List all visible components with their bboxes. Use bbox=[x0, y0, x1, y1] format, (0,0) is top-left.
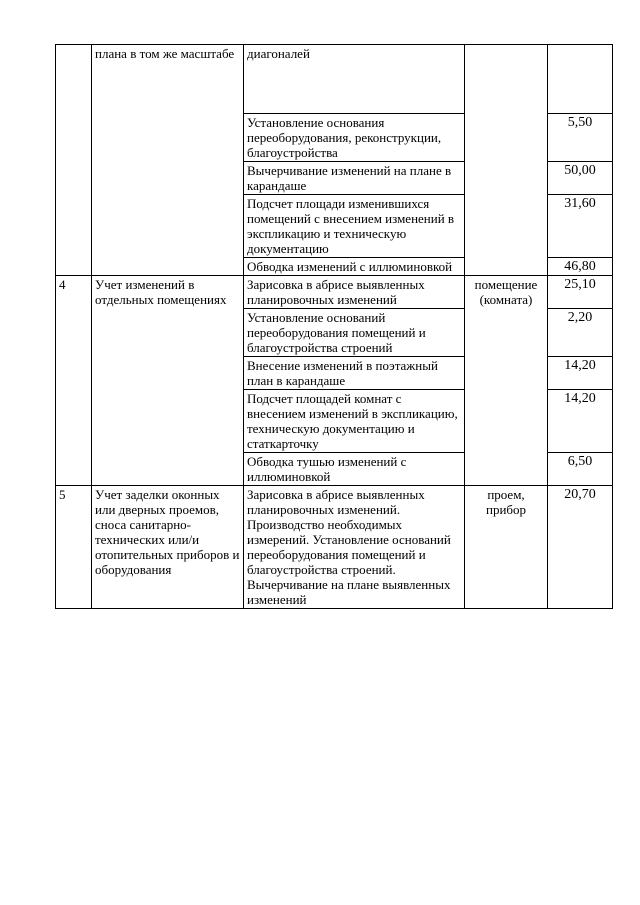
work-step-cell: Внесение изменений в поэтажный план в карандаше bbox=[244, 357, 465, 390]
table-row bbox=[56, 276, 613, 309]
unit-cell bbox=[465, 45, 548, 276]
norm-value-cell: 2,20 bbox=[548, 309, 613, 357]
work-name-cell: Учет заделки оконных или дверных проемов, сноса санитарно-технических или/и отопительных приборов и оборудования bbox=[92, 486, 244, 609]
work-step-cell: Обводка изменений с иллюминовкой bbox=[244, 258, 465, 276]
work-step-cell: Подсчет площадей комнат с внесением изменений в экспликацию, техническую документацию и статкарточку bbox=[244, 390, 465, 453]
norm-value-cell: 46,80 bbox=[548, 258, 613, 276]
work-step-cell: Установление основания переоборудования, реконструкции, благоустройства bbox=[244, 114, 465, 162]
table-row bbox=[56, 45, 613, 114]
norm-value-cell: 14,20 bbox=[548, 357, 613, 390]
norm-value-cell: 31,60 bbox=[548, 195, 613, 258]
row-number-cell bbox=[56, 45, 92, 276]
norm-value-cell: 20,70 bbox=[548, 486, 613, 609]
norm-value-cell: 6,50 bbox=[548, 453, 613, 486]
unit-cell: проем, прибор bbox=[465, 486, 548, 609]
table-row bbox=[56, 486, 613, 609]
work-step-cell: Зарисовка в абрисе выявленных планировочных изменений bbox=[244, 276, 465, 309]
unit-cell: помещение (комната) bbox=[465, 276, 548, 486]
work-step-cell: Вычерчивание изменений на плане в карандаше bbox=[244, 162, 465, 195]
row-number-cell: 5 bbox=[56, 486, 92, 609]
work-step-cell: Установление оснований переоборудования помещений и благоустройства строений bbox=[244, 309, 465, 357]
norm-value-cell: 25,10 bbox=[548, 276, 613, 309]
work-step-cell: Зарисовка в абрисе выявленных планировочных изменений. Производство необходимых измерений. Установление оснований переоборудования помещений и благоустройства строений. Вычерчивание на плане выявленных изменений bbox=[244, 486, 465, 609]
work-name-cell: Учет изменений в отдельных помещениях bbox=[92, 276, 244, 486]
norm-value-cell: 5,50 bbox=[548, 114, 613, 162]
norm-value-cell: 14,20 bbox=[548, 390, 613, 453]
row-number-cell: 4 bbox=[56, 276, 92, 486]
norms-table bbox=[55, 44, 613, 609]
norm-value-cell bbox=[548, 45, 613, 114]
work-step-cell: Обводка тушью изменений с иллюминовкой bbox=[244, 453, 465, 486]
work-name-cell: плана в том же масштабе bbox=[92, 45, 244, 276]
norm-value-cell: 50,00 bbox=[548, 162, 613, 195]
work-step-cell: Подсчет площади изменившихся помещений с внесением изменений в экспликацию и техническую документацию bbox=[244, 195, 465, 258]
work-step-cell: диагоналей bbox=[244, 45, 465, 114]
